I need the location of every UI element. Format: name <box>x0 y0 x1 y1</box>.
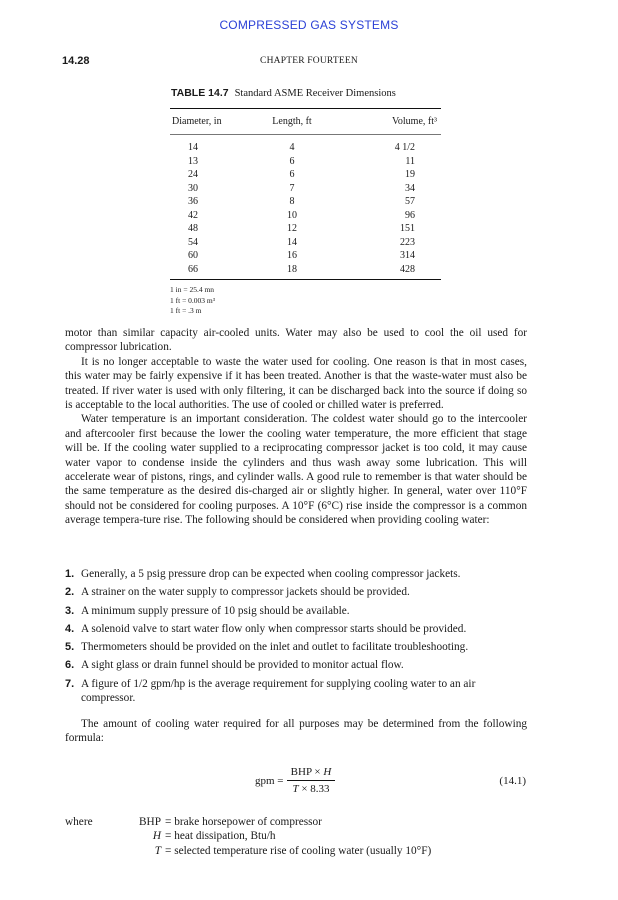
table-row <box>170 236 441 250</box>
page-number: 14.28 <box>62 55 90 67</box>
table-row <box>170 195 441 209</box>
list-item <box>65 585 527 599</box>
table-row <box>170 209 441 223</box>
list-item <box>65 677 527 706</box>
cell-length: 12 <box>287 223 297 234</box>
list-number: 4. <box>65 622 75 635</box>
formula-numerator <box>287 765 335 780</box>
list-text: A minimum supply pressure of 10 psig should be available. <box>81 604 350 617</box>
header-volume: Volume, ft³ <box>391 116 437 127</box>
table-note: 1 ft = .3 m <box>170 306 202 315</box>
definition-symbol: H <box>152 830 161 843</box>
cell-length: 14 <box>287 236 297 248</box>
list-text: A solenoid valve to start water flow only when compressor starts should be provided. <box>81 622 467 635</box>
paragraph: Water temperature is an important consideration. The coldest water should go to the intercooler and aftercooler first because the lower the cooling water temperature, the more efficient that stage will be. If the cooling water supplied to a reciprocating compressor jacket is too cold, it may cause water vapor to condense inside the cylinders and thus wash away some lubrication. This will accelerate wear of pistons, rings, and cylinder walls. A good rule to remember is that water should be the same temperature as the desired dis-charged air or slightly higher. In general, water over 110°F should not be considered for cooling purposes. A 10°F (6°C) rise inside the compressor is a common average tempera-ture rise. The following should be considered when providing cooling water: <box>65 413 527 527</box>
cell-diameter: 60 <box>188 250 198 261</box>
list-number: 6. <box>65 659 75 672</box>
table-row <box>170 263 441 277</box>
cell-diameter: 42 <box>188 209 198 221</box>
formula-lhs: gpm = <box>255 775 284 787</box>
paragraph: It is no longer acceptable to waste the water used for cooling. One reason is that in most cases, this water may be fairly expensive if it has been treated. Another is that the waste-water must also be treated. If river water is used with only filtering, it can be discharged back into the source if doing so is acceptable to the local authorities. The use of cooled or chilled water is preferred. <box>65 355 527 412</box>
table-row <box>170 249 441 263</box>
list-number: 1. <box>65 568 75 580</box>
cell-diameter: 54 <box>188 236 198 248</box>
list-item <box>65 622 527 636</box>
cell-volume: 428 <box>400 263 415 275</box>
table-note: 1 ft = 0.003 m³ <box>170 295 216 305</box>
cell-length: 10 <box>287 209 297 221</box>
cell-volume: 223 <box>400 236 415 248</box>
table-row <box>170 182 441 196</box>
cell-length: 6 <box>289 155 295 167</box>
where-word: where <box>65 816 93 828</box>
definition-text: = heat dissipation, Btu/h <box>165 830 276 843</box>
numerator-var: H <box>323 766 332 778</box>
paragraph-continuation: motor than similar capacity air-cooled units. Water may also be used to cool the oil used for compressor lubrication. <box>65 327 527 354</box>
header-length: Length, ft <box>272 116 312 127</box>
numerator-text: BHP × <box>290 766 324 778</box>
cell-length: 7 <box>289 182 295 194</box>
cell-length: 8 <box>289 196 295 207</box>
definition-text: = selected temperature rise of cooling water (usually 10°F) <box>165 844 432 857</box>
denominator-text: × 8.33 <box>298 783 330 795</box>
running-head: COMPRESSED GAS SYSTEMS <box>219 18 399 32</box>
table-caption <box>171 87 441 99</box>
list-item <box>65 604 527 618</box>
definition-symbol: T <box>154 844 161 857</box>
cell-length: 6 <box>289 169 295 180</box>
receiver-table <box>170 87 441 317</box>
definition-text: = brake horsepower of compressor <box>165 816 322 828</box>
table-row <box>170 168 441 182</box>
formula-fraction <box>287 765 335 798</box>
definition-line <box>65 829 535 843</box>
formula-intro: The amount of cooling water required for all purposes may be determined from the following formula: <box>65 718 527 745</box>
table-title: Standard ASME Receiver Dimensions <box>234 88 396 99</box>
cell-volume: 314 <box>400 250 415 261</box>
list-text: A sight glass or drain funnel should be provided to monitor actual flow. <box>81 659 404 672</box>
list-text: A figure of 1/2 gpm/hp is the average requirement for supplying cooling water to an air compressor. <box>81 677 476 705</box>
cell-diameter: 24 <box>188 169 198 180</box>
list-number: 3. <box>65 604 75 617</box>
list-number: 2. <box>65 586 75 599</box>
table-row <box>170 141 441 155</box>
definition-symbol: BHP <box>139 816 161 828</box>
cell-diameter: 36 <box>188 196 198 207</box>
list-item <box>65 567 527 581</box>
cooling-water-list <box>65 567 527 709</box>
cell-diameter: 14 <box>188 142 198 153</box>
cell-length: 18 <box>287 263 297 275</box>
definition-line <box>65 844 535 858</box>
cell-volume: 151 <box>400 223 415 234</box>
chapter-title: CHAPTER FOURTEEN <box>260 56 358 66</box>
cell-diameter: 48 <box>188 223 198 234</box>
cell-diameter: 66 <box>188 263 198 275</box>
table-number: TABLE 14.7 <box>171 87 229 99</box>
table-notes <box>170 285 441 317</box>
list-number: 5. <box>65 641 75 654</box>
list-item <box>65 658 527 672</box>
denominator-var: T <box>292 783 299 795</box>
cell-volume: 34 <box>405 182 415 194</box>
where-definitions <box>65 815 535 858</box>
cell-volume: 19 <box>405 169 415 180</box>
cell-volume: 57 <box>405 196 415 207</box>
list-text: Thermometers should be provided on the inlet and outlet to facilitate troubleshooting. <box>81 641 469 654</box>
list-text: A strainer on the water supply to compressor jackets should be provided. <box>81 586 410 599</box>
body-text <box>65 326 527 528</box>
header-diameter: Diameter, in <box>172 116 222 127</box>
list-item <box>65 640 527 654</box>
cell-length: 16 <box>287 250 297 261</box>
formula-denominator <box>287 781 335 798</box>
cell-volume: 11 <box>405 155 415 167</box>
table-note: 1 in = 25.4 mn <box>170 285 215 294</box>
equation-14-1 <box>0 765 618 801</box>
table-row <box>170 222 441 236</box>
table-row <box>170 155 441 169</box>
equation-number: (14.1) <box>499 775 526 787</box>
cell-diameter: 30 <box>188 182 198 194</box>
cell-volume: 96 <box>405 209 415 221</box>
list-text: Generally, a 5 psig pressure drop can be expected when cooling compressor jackets. <box>81 568 461 580</box>
definition-line <box>65 815 535 829</box>
cell-length: 4 <box>289 142 295 153</box>
list-number: 7. <box>65 677 75 690</box>
table-header-row <box>170 109 441 134</box>
table-body <box>170 135 441 279</box>
cell-diameter: 13 <box>188 155 198 167</box>
cell-volume: 4 1/2 <box>394 142 415 153</box>
table-bottom-rule <box>170 279 441 280</box>
